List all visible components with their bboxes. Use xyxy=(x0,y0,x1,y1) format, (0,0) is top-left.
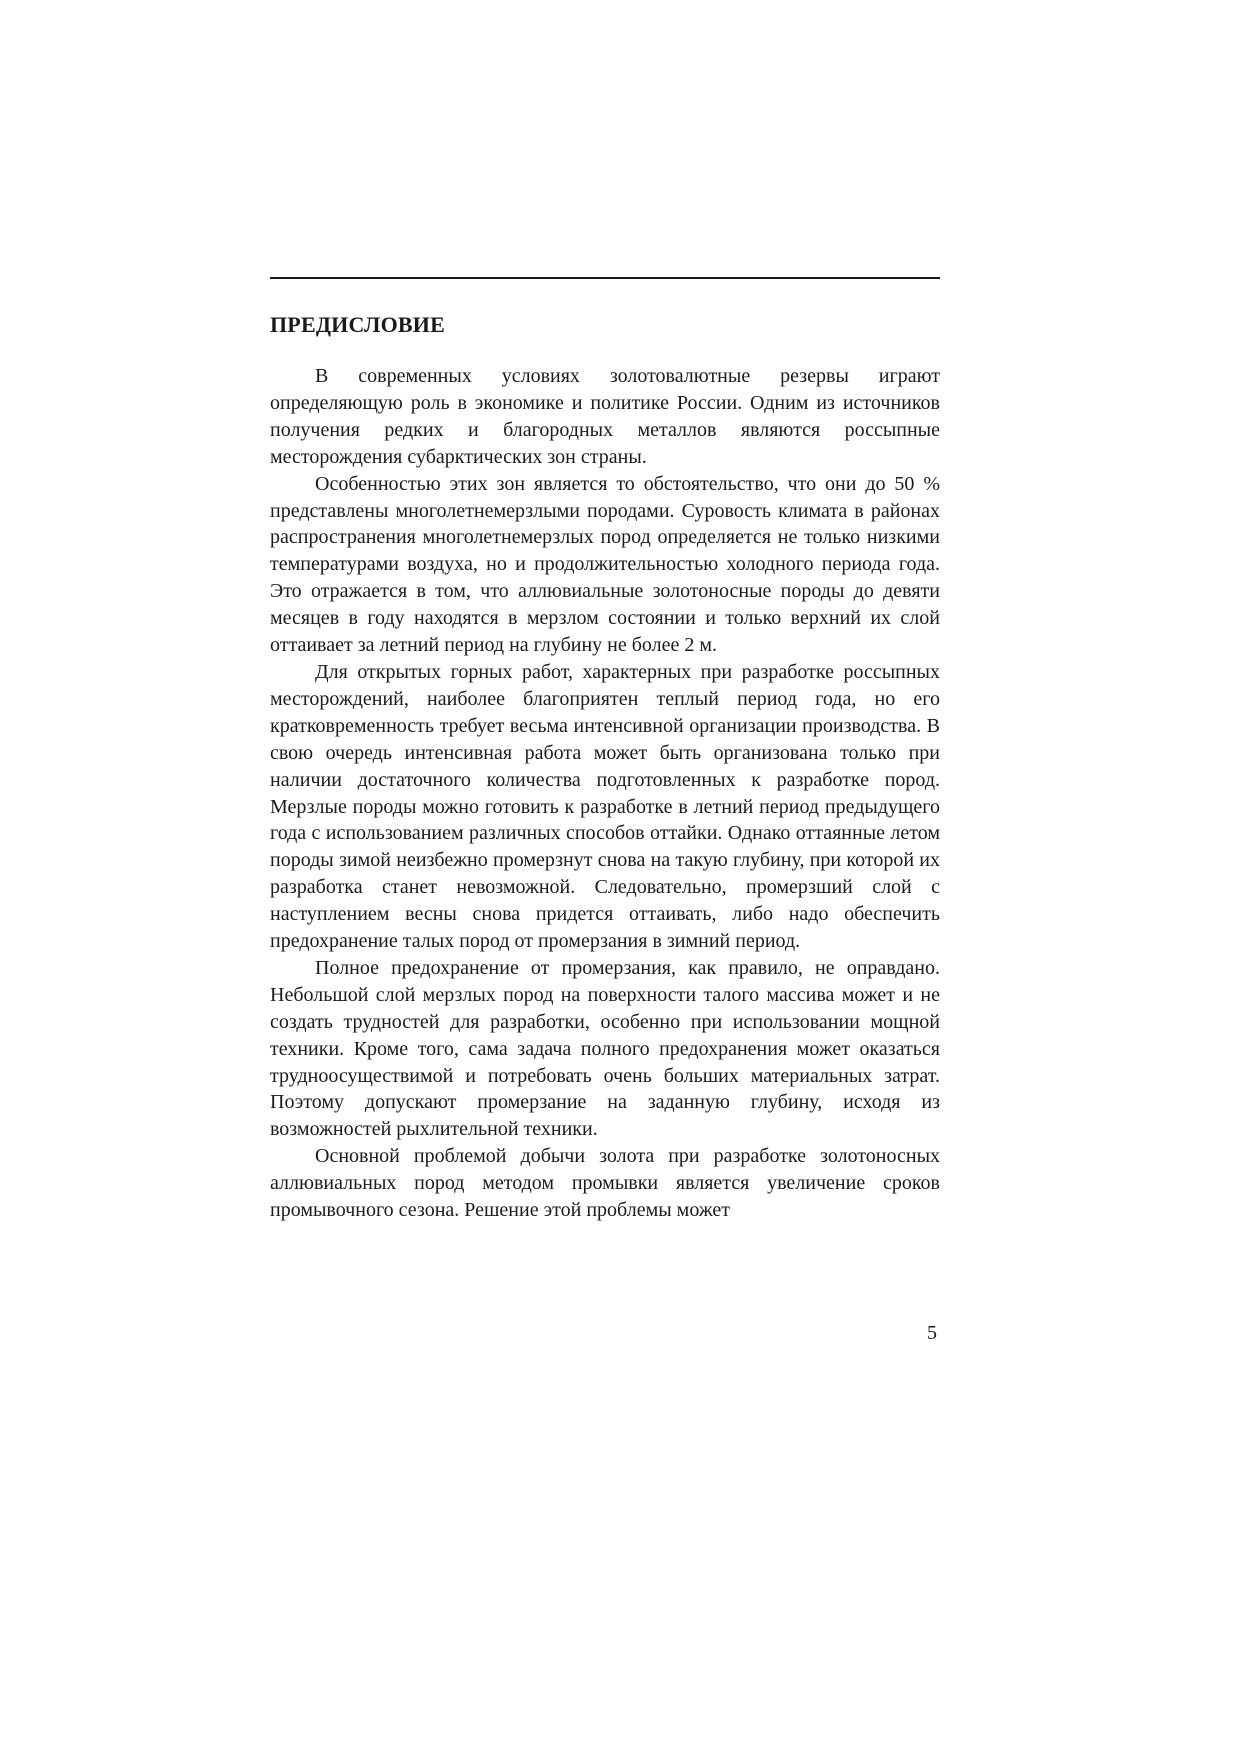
top-rule xyxy=(270,277,940,279)
paragraph-1: В современных условиях золотовалютные резервы играют определяющую роль в экономике и политике России. Одним из источников получения редких и благородных металлов являются россыпные месторождения субарктических зон страны. xyxy=(270,365,940,468)
section-heading: ПРЕДИСЛОВИЕ xyxy=(270,312,445,337)
paragraph-3: Для открытых горных работ, характерных при разработке россыпных месторождений, наиболее благоприятен теплый период года, но его кратковременность требует весьма интенсивной организации производства. В свою очередь интенсивная работа может быть организована только при наличии достаточного количества подготовленных к разработке пород. Мерзлые породы можно готовить к разработке в летний период предыдущего года с использованием различных способов оттайки. Однако оттаянные летом породы зимой неизбежно промерзнут снова на такую глубину, при которой их разработка станет невозможной. Следовательно, промерзший слой с наступлением весны снова придется оттаивать, либо надо обеспечить предохранение талых пород от промерзания в зимний период. xyxy=(270,660,940,953)
page-number: 5 xyxy=(927,1322,937,1344)
paragraph-5: Основной проблемой добычи золота при разработке золотоносных аллювиальных пород методом промывки является увеличение сроков промывочного сезона. Решение этой проблемы может xyxy=(270,1145,940,1222)
paragraph-4: Полное предохранение от промерзания, как правило, не оправдано. Небольшой слой мерзлых пород на поверхности талого массива может и не создать трудностей для разработки, особенно при использовании мощной техники. Кроме того, сама задача полного предохранения может оказаться трудноосуществимой и потребовать очень больших материальных затрат. Поэтому допускают промерзание на заданную глубину, исходя из возможностей рыхлительной техники. xyxy=(270,956,940,1141)
paragraph-2: Особенностью этих зон является то обстоятельство, что они до 50 % представлены многолетнемерзлыми породами. Суровость климата в районах распространения многолетнемерзлых пород определяется не только низкими температурами воздуха, но и продолжительностью холодного периода года. Это отражается в том, что аллювиальные золотоносные породы до девяти месяцев в году находятся в мерзлом состоянии и только верхний их слой оттаивает за летний период на глубину не более 2 м. xyxy=(270,472,940,657)
body-text xyxy=(270,363,940,1224)
